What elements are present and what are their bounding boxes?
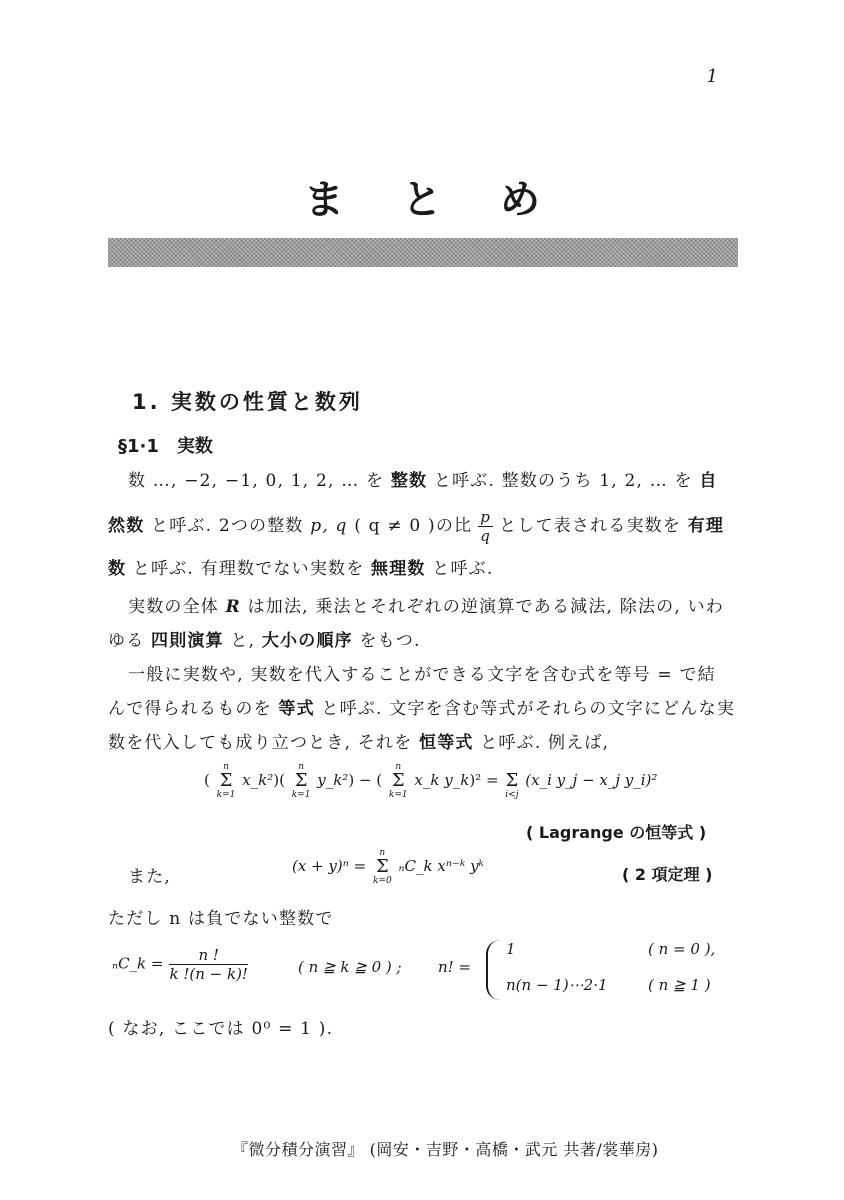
term-x-squared: x_k² xyxy=(242,771,274,789)
operator: )² = xyxy=(469,771,499,789)
term-integer: 整数 xyxy=(390,471,428,491)
section-heading: 1. 実数の性質と数列 xyxy=(132,390,363,414)
paren: )( xyxy=(273,771,285,789)
sum-operator: n Σ k=1 xyxy=(291,762,311,800)
sum-upper: n xyxy=(395,762,402,772)
paren: ( xyxy=(204,771,210,789)
sum-upper: n xyxy=(298,762,304,772)
sum-lower: k=1 xyxy=(216,790,236,800)
text: 数を代入しても成り立つとき, それを xyxy=(108,733,420,753)
frac-num: n ! xyxy=(169,946,247,965)
subsection-heading xyxy=(118,432,213,458)
title-band-decoration xyxy=(108,238,738,267)
rhs: (x_i y_j − x_j y_i)² xyxy=(525,771,658,789)
sum-operator: n Σ k=1 xyxy=(388,762,408,800)
lagrange-label: ( Lagrange の恒等式 ) xyxy=(526,823,707,842)
para3-line1: 一般に実数や, 実数を代入することができる文字を含む式を等号 = で結 xyxy=(128,665,716,685)
frac-den: k !(n − k)! xyxy=(169,965,248,983)
term-rational-part2: 数 xyxy=(108,559,127,579)
chapter-title: まとめ xyxy=(304,177,598,223)
case1-condition: ( n = 0 ), xyxy=(648,940,716,958)
fraction-p-over-q xyxy=(478,508,493,545)
term-order: 大小の順序 xyxy=(261,631,353,651)
term-identity: 恒等式 xyxy=(419,733,474,753)
sum-lower: k=1 xyxy=(388,790,408,800)
symbol-R: R xyxy=(225,597,241,617)
case1-value: 1 xyxy=(506,940,516,958)
term-four-operations: 四則演算 xyxy=(151,631,224,651)
term-natural-part2: 然数 xyxy=(108,516,145,536)
text: と呼ぶ. 例えば, xyxy=(473,733,610,753)
subsection-number: §1·1 xyxy=(118,436,159,457)
para1-line2 xyxy=(108,508,724,545)
nck-fraction xyxy=(169,946,247,983)
lhs: (x + y)ⁿ = xyxy=(292,857,367,875)
note: ( なお, ここでは 0⁰ = 1 ). xyxy=(108,1019,334,1039)
subsection-title: 実数 xyxy=(176,436,213,457)
sum-upper: n xyxy=(223,762,229,772)
footer-citation: 『微分積分演習』 (岡安・吉野・高橋・武元 共著/裳華房) xyxy=(232,1140,659,1159)
para2-line1 xyxy=(128,592,724,617)
condition-text: ただし n は負でない整数で xyxy=(108,909,334,929)
text: と呼ぶ. 文字を含む等式がそれらの文字にどんな実 xyxy=(314,699,736,719)
frac-num: p xyxy=(480,508,492,526)
term-natural-part1: 自 xyxy=(699,471,718,491)
factorial-lhs: n! = xyxy=(438,958,472,976)
para2-line2 xyxy=(108,626,421,651)
text: 数 …, −2, −1, 0, 1, 2, … を xyxy=(128,471,391,491)
term-irrational: 無理数 xyxy=(371,559,426,579)
lagrange-identity xyxy=(204,762,657,800)
sum-operator: n Σ k=1 xyxy=(216,762,236,800)
text: と呼ぶ. 有理数でない実数を xyxy=(126,559,372,579)
term-rational-part1: 有理 xyxy=(687,516,725,536)
cases-brace xyxy=(486,940,502,1000)
para3-line3 xyxy=(108,728,609,753)
binomial-label: ( 2 項定理 ) xyxy=(622,865,713,884)
text: は加法, 乗法とそれぞれの逆演算である減法, 除法の, いわ xyxy=(240,597,724,617)
var-pq: p, q xyxy=(310,516,348,536)
text: ( q ≠ 0 )の比 xyxy=(347,516,473,536)
frac-den: q xyxy=(480,527,492,545)
text: ゆる xyxy=(108,631,152,651)
case2-value: n(n − 1)⋯2·1 xyxy=(506,976,608,994)
sum-operator: Σ i<j xyxy=(505,770,519,800)
operator: ) − ( xyxy=(348,771,383,789)
sum-lower: k=0 xyxy=(372,876,392,886)
sum-upper: n xyxy=(379,848,386,858)
para1-line1 xyxy=(128,466,718,491)
text: と呼ぶ. 整数のうち 1, 2, … を xyxy=(427,471,700,491)
page-number: 1 xyxy=(706,66,718,87)
sum-operator: n Σ k=0 xyxy=(372,848,392,886)
rhs: ₙC_k xⁿ⁻ᵏ yᵏ xyxy=(398,857,485,875)
sum-lower: i<j xyxy=(505,790,519,800)
text: んで得られるものを xyxy=(108,699,279,719)
para3-line2 xyxy=(108,694,735,719)
term-xy: x_k y_k xyxy=(414,771,470,789)
sum-lower: k=1 xyxy=(291,790,311,800)
text: と, xyxy=(223,631,262,651)
binomial-formula xyxy=(292,848,484,886)
binomial-prefix: また, xyxy=(128,867,172,887)
text: として表される実数を xyxy=(499,516,688,536)
case2-condition: ( n ≧ 1 ) xyxy=(648,976,711,994)
text: と呼ぶ. xyxy=(425,559,494,579)
text: と呼ぶ. 2つの整数 xyxy=(144,516,311,536)
text: をもつ. xyxy=(352,631,421,651)
term-equation: 等式 xyxy=(278,699,315,719)
text: 実数の全体 xyxy=(128,597,226,617)
nck-definition xyxy=(112,946,254,983)
para1-line3 xyxy=(108,554,493,579)
term-y-squared: y_k² xyxy=(317,771,349,789)
nck-range: ( n ≧ k ≧ 0 ) ; xyxy=(298,958,402,976)
nck-lhs: ₙC_k = xyxy=(112,954,164,973)
